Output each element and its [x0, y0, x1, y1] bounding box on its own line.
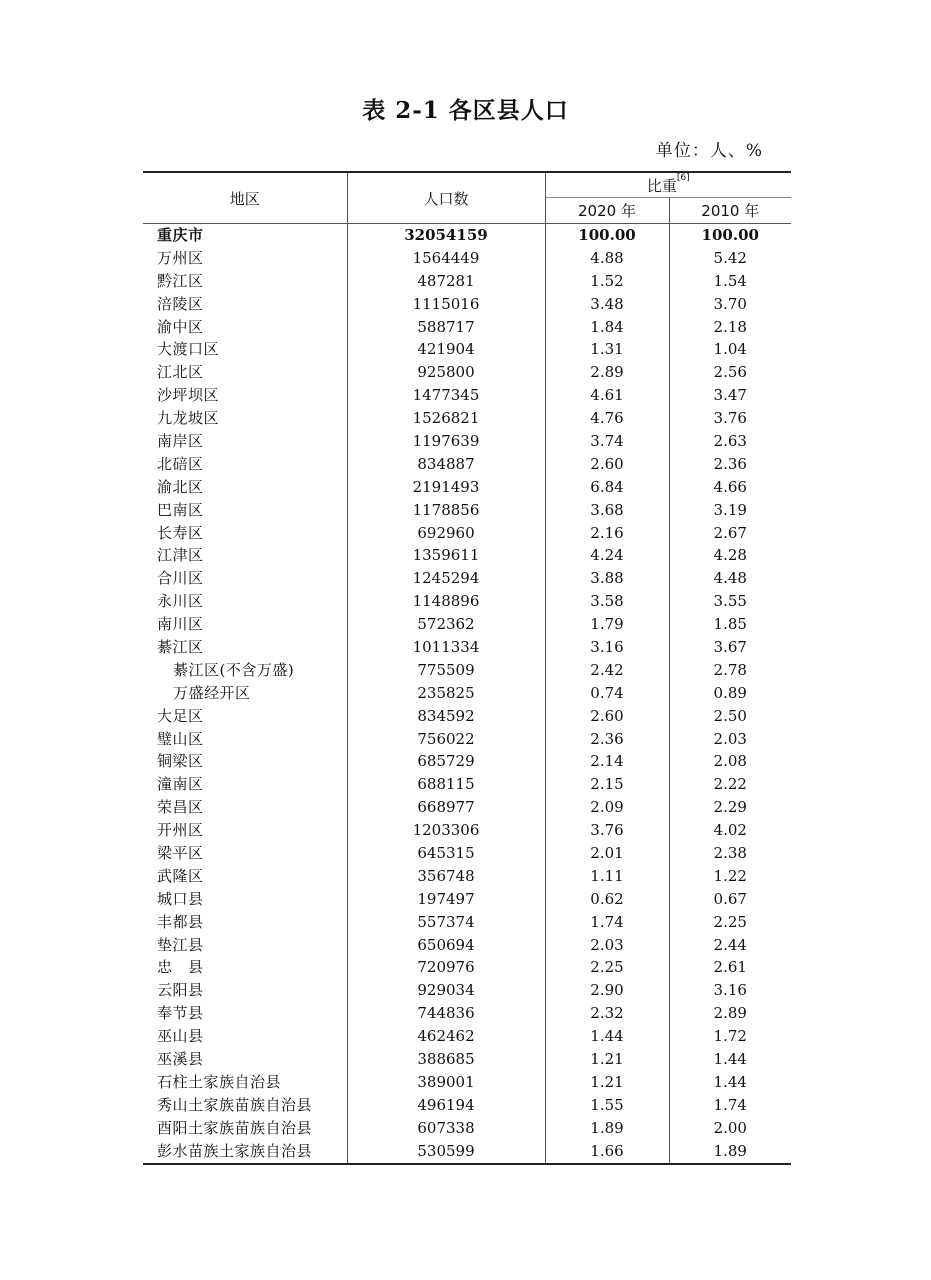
share-2020-cell: 3.58 [545, 590, 669, 613]
share-2010-cell: 3.16 [713, 981, 747, 1000]
region-cell: 忠 县 [143, 957, 347, 980]
population-cell: 557374 [347, 911, 545, 934]
share-2020-cell: 2.36 [545, 728, 669, 751]
table-row [143, 384, 791, 407]
region-cell: 云阳县 [143, 979, 347, 1002]
table-row [143, 865, 791, 888]
population-cell: 1115016 [347, 293, 545, 316]
population-cell: 720976 [347, 957, 545, 980]
share-2020-cell: 1.44 [545, 1025, 669, 1048]
region-cell: 奉节县 [143, 1002, 347, 1025]
share-2020-cell: 2.15 [545, 773, 669, 796]
table-row [143, 819, 791, 842]
population-cell: 929034 [347, 979, 545, 1002]
population-cell: 1477345 [347, 384, 545, 407]
table-row [143, 979, 791, 1002]
population-cell: 235825 [347, 682, 545, 705]
share-2020-cell: 3.16 [545, 636, 669, 659]
share-2020-cell: 3.76 [545, 819, 669, 842]
table-row [143, 567, 791, 590]
table-row [143, 522, 791, 545]
share-2020-cell: 1.89 [545, 1117, 669, 1140]
population-cell: 1564449 [347, 247, 545, 270]
share-2020-cell: 2.16 [545, 522, 669, 545]
share-2020-cell: 100.00 [545, 224, 669, 247]
table-row [143, 934, 791, 957]
table-row [143, 636, 791, 659]
table-title: 表 2-1 各区县人口 [362, 97, 569, 124]
share-2010-cell: 2.29 [713, 798, 747, 817]
region-cell: 荣昌区 [143, 796, 347, 819]
table-row [143, 293, 791, 316]
region-cell: 铜梁区 [143, 750, 347, 773]
share-2010-cell: 2.61 [713, 958, 747, 977]
region-cell: 江北区 [143, 361, 347, 384]
table-row [143, 682, 791, 705]
table-row [143, 613, 791, 636]
population-cell: 685729 [347, 750, 545, 773]
share-2010-cell: 2.38 [713, 843, 747, 862]
table-row [143, 1002, 791, 1025]
region-cell: 璧山区 [143, 728, 347, 751]
region-cell: 大渡口区 [143, 338, 347, 361]
table-row [143, 842, 791, 865]
share-2010-cell: 2.03 [713, 729, 747, 748]
share-2020-cell: 2.25 [545, 957, 669, 980]
share-2020-cell: 2.42 [545, 659, 669, 682]
share-2020-cell: 2.90 [545, 979, 669, 1002]
share-2010-cell: 3.76 [713, 409, 747, 428]
share-2010-cell: 1.54 [713, 271, 747, 290]
region-cell: 长寿区 [143, 522, 347, 545]
share-2010-cell: 1.74 [713, 1095, 747, 1114]
region-cell: 江津区 [143, 544, 347, 567]
share-2010-cell: 2.56 [713, 363, 747, 382]
population-cell: 1245294 [347, 567, 545, 590]
population-cell: 2191493 [347, 476, 545, 499]
population-cell: 356748 [347, 865, 545, 888]
share-2010-cell: 4.28 [713, 546, 747, 565]
population-cell: 32054159 [347, 224, 545, 247]
region-cell: 南岸区 [143, 430, 347, 453]
population-cell: 756022 [347, 728, 545, 751]
population-cell: 692960 [347, 522, 545, 545]
share-2020-cell: 4.61 [545, 384, 669, 407]
population-table [143, 171, 791, 1165]
population-cell: 775509 [347, 659, 545, 682]
region-cell: 南川区 [143, 613, 347, 636]
share-2010-cell: 2.36 [713, 454, 747, 473]
table-row [143, 1048, 791, 1071]
population-cell: 1359611 [347, 544, 545, 567]
header-2020: 2020 年 [545, 198, 669, 224]
region-cell: 黔江区 [143, 270, 347, 293]
share-2010-cell: 4.02 [713, 821, 747, 840]
region-cell: 永川区 [143, 590, 347, 613]
region-cell: 北碚区 [143, 453, 347, 476]
share-2010-cell: 1.22 [713, 866, 747, 885]
population-cell: 650694 [347, 934, 545, 957]
region-cell: 垫江县 [143, 934, 347, 957]
table-row [143, 957, 791, 980]
region-cell: 綦江区(不含万盛) [143, 659, 347, 682]
share-2020-cell: 1.21 [545, 1048, 669, 1071]
share-2010-cell: 2.44 [713, 935, 747, 954]
population-cell: 1526821 [347, 407, 545, 430]
region-cell: 涪陵区 [143, 293, 347, 316]
population-cell: 496194 [347, 1094, 545, 1117]
region-cell: 沙坪坝区 [143, 384, 347, 407]
share-2020-cell: 2.60 [545, 453, 669, 476]
share-2010-cell: 1.89 [669, 1140, 791, 1164]
table-row [143, 773, 791, 796]
table-row [143, 430, 791, 453]
population-cell: 1203306 [347, 819, 545, 842]
table-row [143, 796, 791, 819]
share-2010-cell: 2.08 [713, 752, 747, 771]
table-row [143, 659, 791, 682]
share-2010-cell: 2.00 [713, 1118, 747, 1137]
table-row [143, 705, 791, 728]
region-cell: 重庆市 [143, 224, 347, 247]
region-cell: 丰都县 [143, 911, 347, 934]
region-cell: 秀山土家族苗族自治县 [143, 1094, 347, 1117]
share-2020-cell: 1.74 [545, 911, 669, 934]
table-row [143, 728, 791, 751]
region-cell: 合川区 [143, 567, 347, 590]
population-cell: 1197639 [347, 430, 545, 453]
population-cell: 388685 [347, 1048, 545, 1071]
share-2020-cell: 1.21 [545, 1071, 669, 1094]
region-cell: 石柱土家族自治县 [143, 1071, 347, 1094]
share-2020-cell: 1.31 [545, 338, 669, 361]
table-row [143, 316, 791, 339]
share-2020-cell: 1.55 [545, 1094, 669, 1117]
table-body [143, 224, 791, 1164]
population-cell: 668977 [347, 796, 545, 819]
share-2020-cell: 4.76 [545, 407, 669, 430]
population-cell: 925800 [347, 361, 545, 384]
region-cell: 开州区 [143, 819, 347, 842]
share-2010-cell: 2.89 [713, 1004, 747, 1023]
share-2020-cell: 3.74 [545, 430, 669, 453]
share-2010-cell: 5.42 [713, 248, 747, 267]
population-cell: 688115 [347, 773, 545, 796]
share-2020-cell: 1.66 [545, 1140, 669, 1164]
share-2010-cell: 100.00 [701, 225, 759, 244]
region-cell: 巫山县 [143, 1025, 347, 1048]
population-cell: 197497 [347, 888, 545, 911]
share-2010-cell: 3.55 [713, 592, 747, 611]
share-2020-cell: 2.89 [545, 361, 669, 384]
table-row [143, 270, 791, 293]
region-cell: 潼南区 [143, 773, 347, 796]
population-cell: 530599 [347, 1140, 545, 1164]
region-cell: 巫溪县 [143, 1048, 347, 1071]
population-cell: 607338 [347, 1117, 545, 1140]
population-cell: 1011334 [347, 636, 545, 659]
header-share-label: 比重 [646, 176, 677, 195]
table-row [143, 1140, 791, 1164]
region-cell: 万盛经开区 [143, 682, 347, 705]
share-2020-cell: 2.14 [545, 750, 669, 773]
population-cell: 744836 [347, 1002, 545, 1025]
population-cell: 462462 [347, 1025, 545, 1048]
share-2020-cell: 2.01 [545, 842, 669, 865]
region-cell: 武隆区 [143, 865, 347, 888]
share-2020-cell: 4.88 [545, 247, 669, 270]
share-2010-cell: 2.18 [713, 317, 747, 336]
share-2020-cell: 3.48 [545, 293, 669, 316]
share-2020-cell: 2.09 [545, 796, 669, 819]
table-row [143, 590, 791, 613]
population-cell: 389001 [347, 1071, 545, 1094]
region-cell: 大足区 [143, 705, 347, 728]
population-cell: 645315 [347, 842, 545, 865]
share-2010-cell: 0.89 [713, 683, 747, 702]
table-row [143, 499, 791, 522]
table-row [143, 1071, 791, 1094]
share-2010-cell: 4.48 [713, 569, 747, 588]
region-cell: 九龙坡区 [143, 407, 347, 430]
population-cell: 572362 [347, 613, 545, 636]
share-2020-cell: 3.68 [545, 499, 669, 522]
table-row [143, 407, 791, 430]
population-cell: 421904 [347, 338, 545, 361]
table-row [143, 453, 791, 476]
share-2010-cell: 2.25 [713, 912, 747, 931]
share-2010-cell: 2.63 [713, 431, 747, 450]
table-row [143, 1025, 791, 1048]
header-share [545, 172, 791, 198]
region-cell: 渝中区 [143, 316, 347, 339]
table-row [143, 911, 791, 934]
table-row [143, 247, 791, 270]
region-cell: 巴南区 [143, 499, 347, 522]
table-row [143, 361, 791, 384]
unit-label: 单位：人、% [655, 141, 763, 161]
region-cell: 酉阳土家族苗族自治县 [143, 1117, 347, 1140]
population-cell: 1178856 [347, 499, 545, 522]
share-2020-cell: 2.32 [545, 1002, 669, 1025]
share-2020-cell: 1.84 [545, 316, 669, 339]
table-row [143, 476, 791, 499]
share-2010-cell: 1.04 [713, 340, 747, 359]
share-2020-cell: 1.11 [545, 865, 669, 888]
population-cell: 588717 [347, 316, 545, 339]
region-cell: 梁平区 [143, 842, 347, 865]
region-cell: 万州区 [143, 247, 347, 270]
table-row [143, 888, 791, 911]
share-2010-cell: 3.19 [713, 500, 747, 519]
share-2020-cell: 1.79 [545, 613, 669, 636]
region-cell: 綦江区 [143, 636, 347, 659]
share-2010-cell: 1.72 [713, 1027, 747, 1046]
table-row [143, 750, 791, 773]
population-cell: 487281 [347, 270, 545, 293]
share-2020-cell: 2.60 [545, 705, 669, 728]
share-2010-cell: 3.67 [713, 637, 747, 656]
share-2010-cell: 3.47 [713, 386, 747, 405]
share-2010-cell: 3.70 [713, 294, 747, 313]
share-2020-cell: 2.03 [545, 934, 669, 957]
share-2010-cell: 1.44 [713, 1072, 747, 1091]
share-2020-cell: 6.84 [545, 476, 669, 499]
population-cell: 834887 [347, 453, 545, 476]
table-row [143, 1094, 791, 1117]
share-2010-cell: 2.50 [713, 706, 747, 725]
share-2010-cell: 1.85 [713, 615, 747, 634]
share-2010-cell: 1.44 [713, 1050, 747, 1068]
region-cell: 渝北区 [143, 476, 347, 499]
table-row [143, 544, 791, 567]
population-cell: 1148896 [347, 590, 545, 613]
table-row [143, 224, 791, 247]
region-cell: 城口县 [143, 888, 347, 911]
share-2020-cell: 0.74 [545, 682, 669, 705]
share-2020-cell: 0.62 [545, 888, 669, 911]
share-2020-cell: 1.52 [545, 270, 669, 293]
population-cell: 834592 [347, 705, 545, 728]
table-row [143, 338, 791, 361]
share-2010-cell: 0.67 [713, 889, 747, 908]
region-cell: 彭水苗族土家族自治县 [143, 1140, 347, 1164]
share-2010-cell: 2.78 [713, 660, 747, 679]
header-region: 地区 [143, 172, 347, 224]
table-row [143, 1117, 791, 1140]
share-2010-cell: 2.67 [713, 523, 747, 542]
share-2020-cell: 3.88 [545, 567, 669, 590]
share-2010-cell: 2.22 [713, 775, 747, 794]
share-2020-cell: 4.24 [545, 544, 669, 567]
header-share-note: [6] [676, 172, 690, 183]
share-2010-cell: 4.66 [713, 477, 747, 496]
header-2010: 2010 年 [669, 198, 791, 224]
header-population: 人口数 [347, 172, 545, 224]
